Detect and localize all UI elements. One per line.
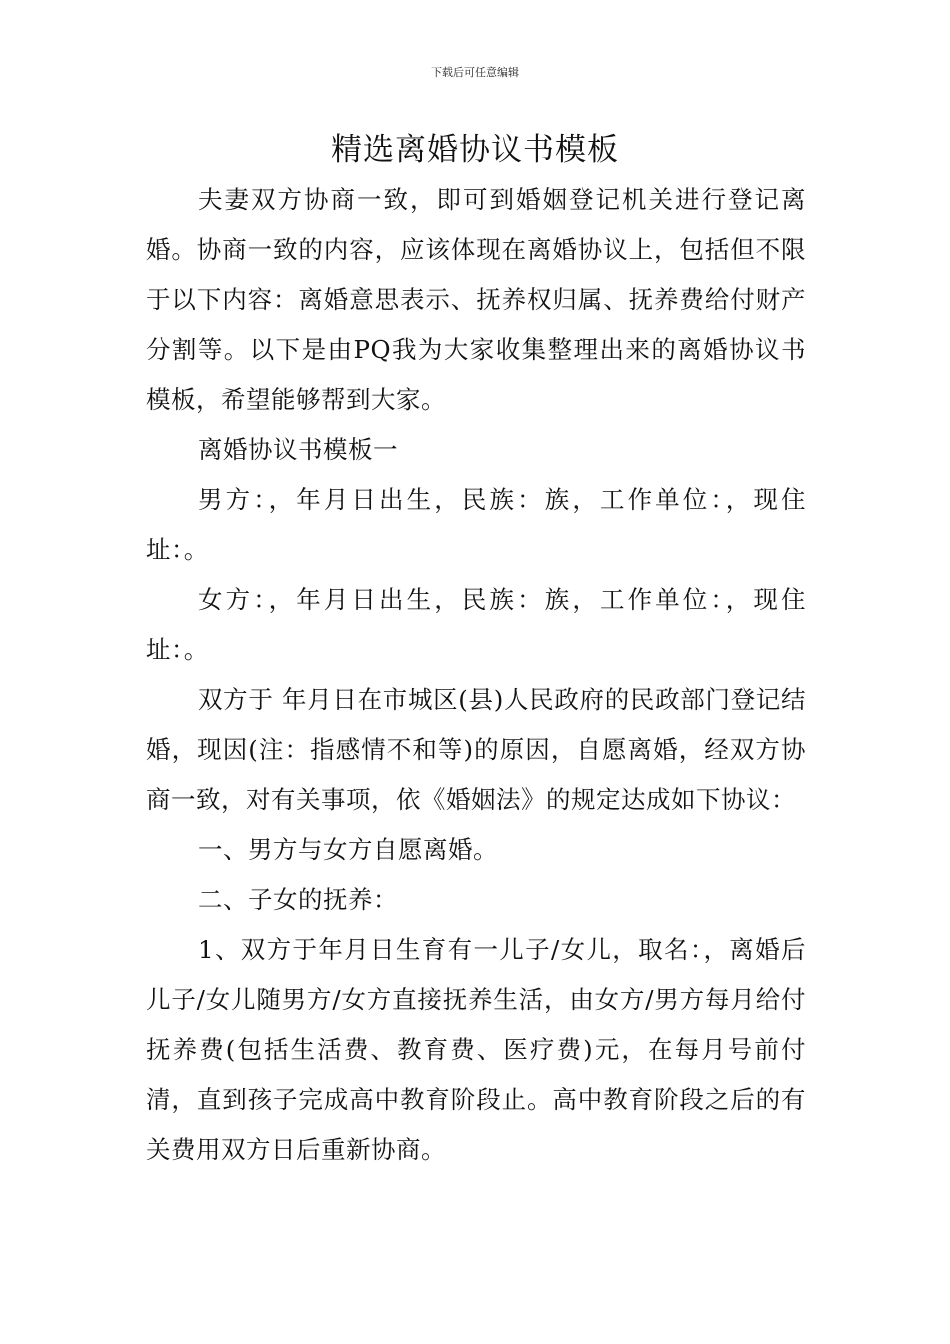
paragraph-intro: 夫妻双方协商一致，即可到婚姻登记机关进行登记离婚。协商一致的内容，应该体现在离婚协议上，包括但不限于以下内容：离婚意思表示、抚养权归属、抚养费给付财产分割等。以下是由PQ我为大家收集整理出来的离婚协议书模板，希望能够帮到大家。 [146,185,806,414]
paragraph-female-party: 女方：，年月日出生，民族：族，工作单位：，现住址：。 [146,585,806,664]
paragraph-male-party: 男方：，年月日出生，民族：族，工作单位：，现住址：。 [146,485,806,564]
document-title: 精选离婚协议书模板 [331,132,619,168]
paragraph-clause-2: 二、子女的抚养： [198,885,398,914]
document-body [146,175,806,1175]
paragraph-template-heading: 离婚协议书模板一 [198,435,398,464]
paragraph-marriage-statement: 双方于 年月日在市城区(县)人民政府的民政部门登记结婚，现因(注：指感情不和等)的原因，自愿离婚，经双方协商一致，对有关事项，依《婚姻法》的规定达成如下协议： [146,685,806,814]
paragraph-clause-1: 一、男方与女方自愿离婚。 [198,835,498,864]
header-note: 下载后可任意编辑 [431,66,519,79]
paragraph-clause-2-1: 1、双方于年月日生育有一儿子/女儿，取名：，离婚后儿子/女儿随男方/女方直接抚养生活，由女方/男方每月给付抚养费(包括生活费、教育费、医疗费)元，在每月号前付清，直到孩子完成高中教育阶段止。高中教育阶段之后的有关费用双方日后重新协商。 [146,935,806,1164]
